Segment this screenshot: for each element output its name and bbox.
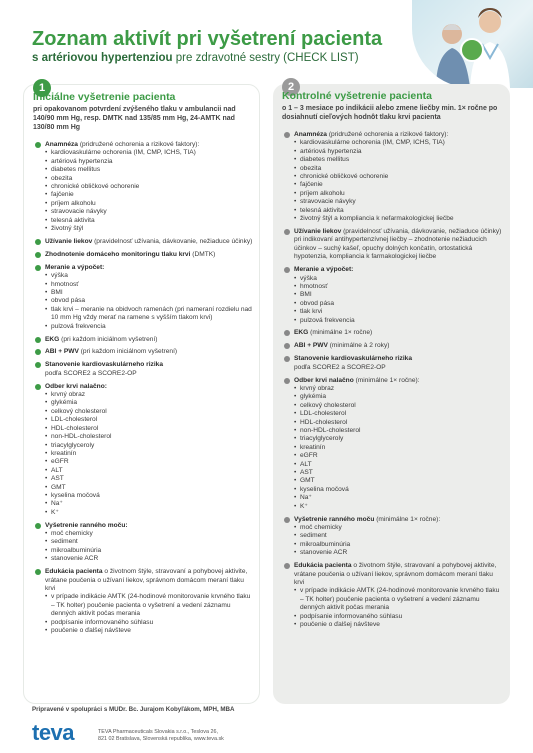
section-heading-detail: (pri každom iniciálnom vyšetrení)	[59, 335, 158, 343]
control-exam-checklist	[282, 131, 504, 629]
list-item: • stravovacie návyky	[45, 208, 253, 216]
checklist-section	[282, 342, 504, 350]
section-heading	[45, 238, 253, 246]
step-number-1: 1	[33, 79, 51, 97]
section-heading-bold: Užívanie liekov	[294, 227, 342, 235]
list-item: • obezita	[45, 175, 253, 183]
checkmark-icon	[35, 362, 41, 368]
list-item: • sediment	[45, 538, 253, 546]
checklist-section	[33, 383, 253, 518]
list-item: • celkový cholesterol	[45, 408, 253, 416]
checkmark-icon	[35, 349, 41, 355]
checkmark-icon	[35, 337, 41, 343]
section-heading-detail: (pridružené ochorenia a rizikové faktory):	[77, 141, 200, 148]
list-item: • hmotnosť	[294, 283, 504, 291]
list-item: • obvod pása	[45, 297, 253, 305]
section-heading	[45, 348, 253, 356]
checklist-section	[33, 361, 253, 378]
list-item: • kreatinín	[45, 450, 253, 458]
list-item: • telesná aktivita	[294, 207, 504, 215]
section-heading-bold: Meranie a výpočet:	[45, 263, 105, 271]
list-item: • mikroalbuminúria	[45, 547, 253, 555]
list-item: • Na⁺	[294, 494, 504, 502]
list-item: • glykémia	[45, 399, 253, 407]
list-item: • fajčenie	[45, 191, 253, 199]
list-item: • non-HDL-cholesterol	[45, 433, 253, 441]
section-item-list	[45, 391, 253, 517]
list-item: • moč chemicky	[294, 524, 504, 532]
section-item-list	[45, 530, 253, 564]
page-header	[32, 28, 392, 64]
initial-exam-title: Iniciálne vyšetrenie pacienta	[33, 91, 176, 103]
list-item: • kardiovaskulárne ochorenia (IM, CMP, ICHS, TIA)	[45, 149, 253, 157]
section-heading	[294, 266, 504, 274]
section-heading	[294, 355, 504, 363]
list-item: • stanovenie ACR	[45, 555, 253, 563]
section-heading	[294, 329, 504, 337]
checkmark-icon	[284, 132, 290, 138]
checkmark-icon	[284, 229, 290, 235]
checklist-section	[33, 336, 253, 344]
address-line-2: 821 02 Bratislava, Slovenská republika, www.teva.sk	[98, 736, 224, 742]
section-heading-bold: Odber krvi nalačno	[294, 376, 354, 384]
section-subtext: podľa SCORE2 a SCORE2-OP	[45, 369, 137, 377]
list-item: • podpísanie informovaného súhlasu	[45, 619, 253, 627]
section-heading-bold: Užívanie liekov	[45, 237, 93, 245]
checklist-section	[33, 522, 253, 564]
list-item: • eGFR	[294, 452, 504, 460]
company-address	[98, 729, 224, 743]
section-heading-detail: (pri každom iniciálnom vyšetrení)	[78, 348, 178, 356]
list-item: • moč chemicky	[45, 530, 253, 538]
checkmark-icon	[284, 356, 290, 362]
section-heading	[294, 562, 504, 587]
list-item: • kyselina močová	[45, 492, 253, 500]
page-title: Zoznam aktivít pri vyšetrení pacienta	[32, 28, 383, 50]
checklist-section	[33, 251, 253, 259]
list-item: • príjem alkoholu	[294, 190, 504, 198]
list-item: • triacylglyceroly	[45, 442, 253, 450]
control-exam-title: Kontrolné vyšetrenie pacienta	[282, 90, 432, 102]
step-number-2: 2	[282, 78, 300, 96]
section-heading	[294, 516, 504, 524]
section-heading	[45, 568, 253, 593]
section-heading	[45, 336, 253, 344]
list-item: • kyselina močová	[294, 486, 504, 494]
section-heading-detail: (minimálne 1× ročne):	[353, 376, 420, 384]
initial-exam-checklist	[33, 141, 253, 635]
checklist-section	[33, 568, 253, 635]
section-heading-detail: (minimálne 1× ročne)	[308, 329, 373, 337]
list-item: • celkový cholesterol	[294, 402, 504, 410]
checklist-section	[282, 355, 504, 372]
list-item: • životný štýl a kompliancia k nefarmakologickej liečbe	[294, 215, 504, 223]
list-item: • poučenie o ďalšej návšteve	[294, 621, 504, 629]
list-item: • diabetes mellitus	[45, 166, 253, 174]
checkmark-icon	[284, 343, 290, 349]
checklist-section	[282, 562, 504, 629]
list-item: • AST	[294, 469, 504, 477]
section-item-list	[294, 139, 504, 223]
list-item: • chronické obličkové ochorenie	[294, 173, 504, 181]
section-heading-detail: (DMTK)	[190, 250, 216, 258]
list-item: • HDL-cholesterol	[294, 419, 504, 427]
list-item: • životný štýl	[45, 225, 253, 233]
page-subtitle	[32, 52, 392, 64]
list-item: • artériová hypertenzia	[294, 148, 504, 156]
section-heading-bold: Vyšetrenie ranného moču	[294, 515, 375, 523]
section-heading-bold: Stanovenie kardiovaskulárneho rizika	[294, 355, 413, 363]
list-item: • ALT	[45, 467, 253, 475]
list-item: • BMI	[294, 291, 504, 299]
section-heading	[45, 522, 253, 530]
checklist-section	[282, 516, 504, 558]
checkmark-icon	[35, 142, 41, 148]
section-heading	[45, 264, 253, 272]
list-item: • tlak krvi	[294, 308, 504, 316]
list-item: • podpísanie informovaného súhlasu	[294, 613, 504, 621]
checkmark-icon	[35, 265, 41, 271]
checkmark-icon	[284, 267, 290, 273]
checkmark-icon	[284, 378, 290, 384]
list-item: • výška	[45, 272, 253, 280]
list-item: • ALT	[294, 461, 504, 469]
checklist-section	[33, 264, 253, 331]
section-item-list	[45, 593, 253, 635]
list-item: • stanovenie ACR	[294, 549, 504, 557]
list-item: • výška	[294, 275, 504, 283]
checkmark-icon	[35, 384, 41, 390]
list-item: • pulzová frekvencia	[294, 317, 504, 325]
section-item-list	[294, 385, 504, 511]
list-item: • LDL-cholesterol	[294, 410, 504, 418]
section-heading	[294, 131, 504, 139]
section-heading-detail: o životnom štýle, stravovaní a pohybovej aktivite, vrátane poučenia o užívaní liekov, správnom domácom meraní tlaku krvi	[45, 568, 248, 592]
section-heading	[45, 141, 253, 149]
list-item: • GMT	[294, 477, 504, 485]
checklist-section	[282, 266, 504, 325]
section-item-list	[45, 272, 253, 331]
list-item: • glykémia	[294, 393, 504, 401]
section-heading-bold: Edukácia pacienta	[45, 568, 103, 576]
checklist-section	[282, 228, 504, 262]
checkmark-icon	[284, 517, 290, 523]
list-item: • kardiovaskulárne ochorenia (IM, CMP, ICHS, TIA)	[294, 139, 504, 147]
checklist-section	[282, 329, 504, 337]
checklist-section	[282, 377, 504, 512]
list-item: • obvod pása	[294, 300, 504, 308]
section-heading	[45, 383, 253, 391]
subtitle-bold: s artériovou hypertenziou	[32, 52, 173, 64]
checklist-section	[33, 141, 253, 233]
list-item: • Na⁺	[45, 500, 253, 508]
list-item: • krvný obraz	[45, 391, 253, 399]
list-item: • K⁺	[45, 509, 253, 517]
section-heading-detail: (pridružené ochorenia a rizikové faktory):	[326, 131, 449, 138]
section-heading-bold: Zhodnotenie domáceho monitoringu tlaku krvi	[45, 250, 191, 258]
list-item: • GMT	[45, 484, 253, 492]
list-item: • fajčenie	[294, 181, 504, 189]
checkmark-icon	[35, 569, 41, 575]
section-heading	[294, 342, 504, 350]
list-item: • triacylglyceroly	[294, 435, 504, 443]
list-item: • v prípade indikácie AMTK (24-hodinové monitorovanie krvného tlaku – TK holter) poučenie pacienta o vyšetrení a vedení záznamu denných aktivít počas merania	[294, 587, 504, 612]
list-item: • BMI	[45, 289, 253, 297]
list-item: • hmotnosť	[45, 281, 253, 289]
section-heading-detail: o životnom štýle, stravovaní a pohybovej aktivite, vrátane poučenia o užívaní liekov, správnom domácom meraní tlaku krvi	[294, 562, 497, 586]
section-item-list	[294, 587, 504, 629]
list-item: • obezita	[294, 165, 504, 173]
list-item: • chronické obličkové ochorenie	[45, 183, 253, 191]
list-item: • v prípade indikácie AMTK (24-hodinové monitorovanie krvného tlaku – TK holter) poučenie pacienta o vyšetrení a vedení záznamu denných aktivít počas merania	[45, 593, 253, 618]
list-item: • kreatinín	[294, 444, 504, 452]
checkmark-icon	[35, 252, 41, 258]
section-heading	[45, 361, 253, 369]
section-heading	[45, 251, 253, 259]
checklist-section	[33, 348, 253, 356]
section-heading-bold: Odber krvi nalačno:	[45, 382, 107, 390]
section-heading-bold: ABI + PWV	[45, 348, 79, 356]
list-item: • artériová hypertenzia	[45, 158, 253, 166]
section-heading-bold: EKG	[294, 329, 309, 337]
checklist-section	[33, 238, 253, 246]
list-item: • LDL-cholesterol	[45, 416, 253, 424]
list-item: • AST	[45, 475, 253, 483]
heart-icon	[460, 38, 484, 62]
section-heading-bold: Anamnéza	[294, 131, 327, 138]
list-item: • tlak krvi – meranie na obidvoch ramenách (pri nameraní rozdielu nad 10 mm Hg vždy merať na ramene s vyšším tlakom krvi)	[45, 306, 253, 323]
section-heading	[294, 377, 504, 385]
list-item: • mikroalbuminúria	[294, 541, 504, 549]
section-item-list	[294, 275, 504, 325]
address-line-1: TEVA Pharmaceuticals Slovakia s.r.o., Teslova 26,	[98, 729, 218, 735]
section-heading	[294, 228, 504, 262]
section-heading-detail: (pravidelnosť užívania, dávkovanie, nežiaduce účinky) pri indikovaní antihypertenzívnej liečby – zhodnotenie nežiaducich účinkov – suchý kašeľ, opuchy dolných končatín, ortostatická hypotenzia, kompliancia k farmakologickej liečbe	[294, 227, 502, 261]
list-item: • stravovacie návyky	[294, 198, 504, 206]
section-heading-detail: (minimálne 1× ročne):	[374, 515, 441, 523]
collaboration-note: Pripravené v spolupráci s MUDr. Bc. Jurajom Kobyľákom, MPH, MBA	[32, 706, 235, 713]
checkmark-icon	[35, 523, 41, 529]
section-heading-bold: Anamnéza	[45, 141, 78, 148]
section-heading-bold: ABI + PWV	[294, 342, 328, 350]
checkmark-icon	[284, 330, 290, 336]
initial-exam-lead: pri opakovanom potvrdení zvýšeného tlaku v ambulancii nad 140/90 mm Hg, resp. DMTK nad 135/85 mm Hg, 24-AMTK nad 130/80 mm Hg	[33, 106, 236, 131]
initial-exam-panel	[23, 84, 260, 704]
list-item: • HDL-cholesterol	[45, 425, 253, 433]
list-item: • príjem alkoholu	[45, 200, 253, 208]
subtitle-rest: pre zdravotné sestry (CHECK LIST)	[172, 52, 359, 64]
section-item-list	[45, 149, 253, 233]
list-item: • diabetes mellitus	[294, 156, 504, 164]
section-heading-detail: (minimálne à 2 roky)	[327, 342, 390, 350]
list-item: • telesná aktivita	[45, 217, 253, 225]
control-exam-panel	[273, 81, 510, 704]
control-exam-lead: o 1 – 3 mesiace po indikácii alebo zmene liečby min. 1× ročne po dosiahnutí cieľových hodnôt tlaku krvi pacienta	[282, 105, 498, 121]
list-item: • non-HDL-cholesterol	[294, 427, 504, 435]
section-subtext: podľa SCORE2 a SCORE2-OP	[294, 363, 386, 371]
section-heading-bold: Meranie a výpočet:	[294, 266, 354, 274]
checkmark-icon	[284, 563, 290, 569]
list-item: • krvný obraz	[294, 385, 504, 393]
section-heading-bold: Edukácia pacienta	[294, 562, 352, 570]
checklist-section	[282, 131, 504, 223]
section-heading-bold: Stanovenie kardiovaskulárneho rizika	[45, 361, 164, 369]
list-item: • poučenie o ďalšej návšteve	[45, 627, 253, 635]
teva-logo: teva	[32, 720, 75, 745]
list-item: • sediment	[294, 532, 504, 540]
section-heading-detail: (pravidelnosť užívania, dávkovanie, nežiaduce účinky)	[92, 237, 253, 245]
section-heading-bold: Vyšetrenie ranného moču:	[45, 521, 128, 529]
section-heading-bold: EKG	[45, 335, 60, 343]
section-item-list	[294, 524, 504, 558]
list-item: • eGFR	[45, 458, 253, 466]
list-item: • K⁺	[294, 503, 504, 511]
checkmark-icon	[35, 239, 41, 245]
list-item: • pulzová frekvencia	[45, 323, 253, 331]
